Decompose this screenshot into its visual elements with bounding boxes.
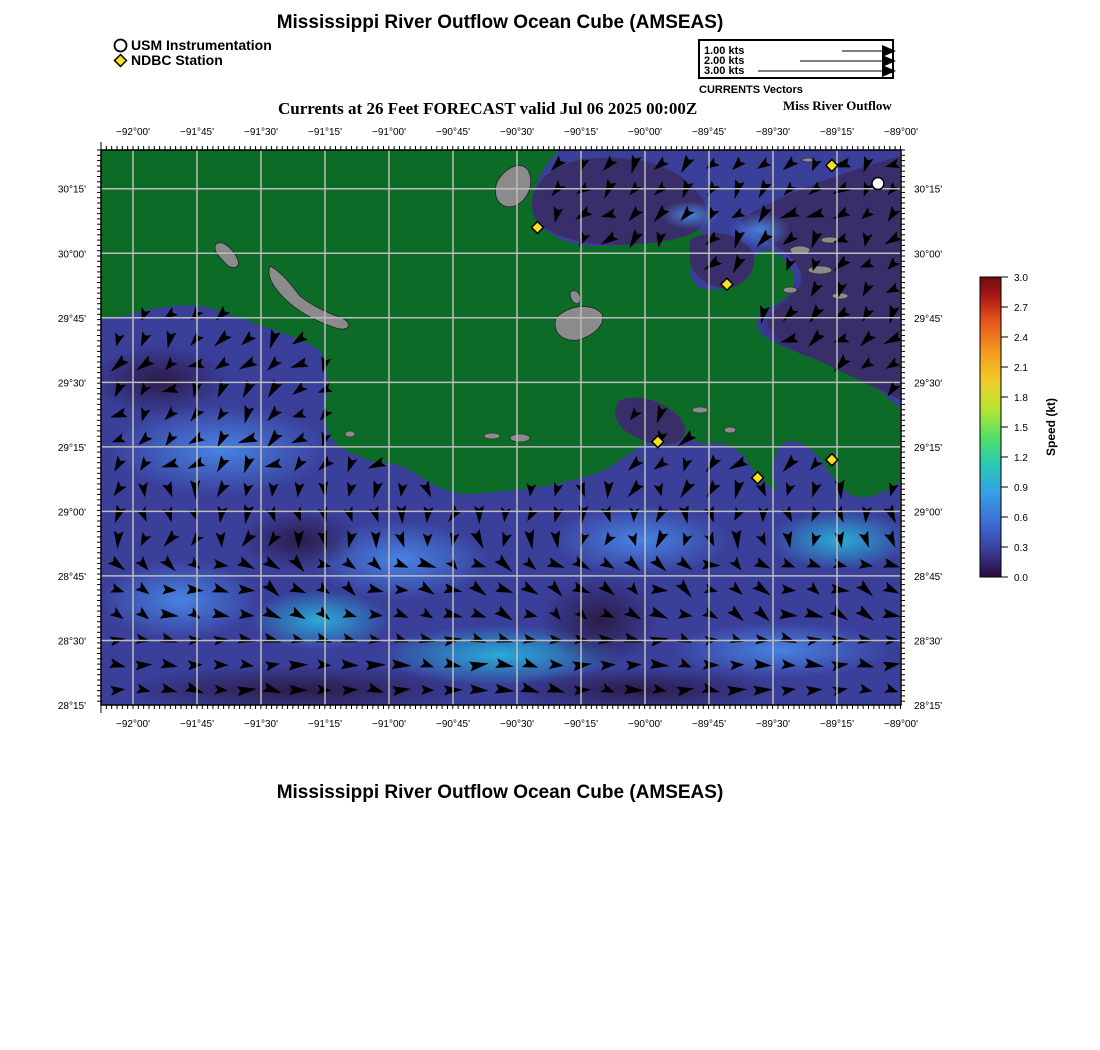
lon-label: −90°15' bbox=[564, 719, 598, 730]
colorbar-tick-label: 0.0 bbox=[1014, 573, 1028, 584]
lat-label: 29°45' bbox=[914, 313, 943, 325]
lat-label: 28°15' bbox=[57, 701, 86, 712]
lat-label: 29°00' bbox=[57, 507, 86, 519]
lon-label: −89°45' bbox=[692, 719, 726, 730]
colorbar-tick-label: 0.9 bbox=[1014, 483, 1028, 494]
lat-label: 29°15' bbox=[914, 442, 943, 454]
lon-label: −91°30' bbox=[244, 719, 278, 730]
colorbar-tick-label: 1.5 bbox=[1014, 423, 1028, 434]
lat-label: 30°00' bbox=[914, 249, 943, 261]
colorbar-ticks bbox=[1001, 273, 1028, 584]
lat-label: 29°30' bbox=[914, 378, 943, 390]
lon-label: −92°00' bbox=[116, 127, 150, 138]
lat-label: 28°45' bbox=[57, 571, 86, 583]
usm-station-marker[interactable] bbox=[872, 178, 884, 190]
lon-label: −91°30' bbox=[244, 127, 278, 138]
lat-label: 30°15' bbox=[57, 184, 86, 196]
lon-labels-top bbox=[116, 127, 918, 138]
colorbar-tick-label: 3.0 bbox=[1014, 273, 1028, 284]
lat-label: 29°30' bbox=[57, 378, 86, 390]
lat-label: 29°00' bbox=[914, 507, 943, 519]
vector-legend-row-3: 3.00 kts bbox=[704, 65, 745, 77]
lon-label: −91°45' bbox=[180, 719, 214, 730]
lat-label: 29°15' bbox=[57, 442, 86, 454]
lon-label: −90°30' bbox=[500, 127, 534, 138]
lon-label: −90°45' bbox=[436, 719, 470, 730]
page-title-repeat: Mississippi River Outflow Ocean Cube (AMSEAS) bbox=[276, 782, 724, 803]
lon-label: −90°00' bbox=[628, 127, 662, 138]
lon-label: −90°30' bbox=[500, 719, 534, 730]
lon-label: −89°00' bbox=[884, 127, 918, 138]
lon-label: −92°00' bbox=[116, 719, 150, 730]
lon-label: −89°15' bbox=[820, 127, 854, 138]
lat-labels-left bbox=[58, 185, 86, 712]
colorbar-tick-label: 2.7 bbox=[1014, 303, 1028, 314]
region-label: Miss River Outflow bbox=[783, 98, 892, 113]
lon-label: −89°15' bbox=[820, 719, 854, 730]
colorbar-tick-label: 2.1 bbox=[1014, 363, 1028, 374]
colorbar-tick-label: 2.4 bbox=[1014, 333, 1028, 344]
lon-label: −89°45' bbox=[692, 127, 726, 138]
lat-labels-right bbox=[914, 185, 942, 712]
lon-labels-bottom bbox=[116, 719, 918, 730]
colorbar-tick-label: 1.2 bbox=[1014, 453, 1028, 464]
vector-legend-row-2: 2.00 kts bbox=[704, 55, 745, 67]
lon-label: −91°15' bbox=[308, 127, 342, 138]
lon-label: −89°30' bbox=[756, 127, 790, 138]
legend-ndbc-label: NDBC Station bbox=[131, 52, 223, 68]
colorbar-tick-label: 0.3 bbox=[1014, 543, 1028, 554]
lon-label: −89°30' bbox=[756, 719, 790, 730]
lon-label: −91°15' bbox=[308, 719, 342, 730]
lat-label: 28°30' bbox=[914, 636, 943, 648]
page-title: Mississippi River Outflow Ocean Cube (AMSEAS) bbox=[276, 12, 724, 33]
lon-label: −91°45' bbox=[180, 127, 214, 138]
colorbar-tick-label: 0.6 bbox=[1014, 513, 1028, 524]
vector-legend-row-1: 1.00 kts bbox=[704, 45, 745, 57]
lon-label: −90°00' bbox=[628, 719, 662, 730]
colorbar-label: Speed (kt) bbox=[1044, 397, 1058, 457]
lon-label: −89°00' bbox=[884, 719, 918, 730]
lat-label: 28°30' bbox=[57, 636, 86, 648]
legend-usm-label: USM Instrumentation bbox=[131, 37, 272, 53]
colorbar-tick-label: 1.8 bbox=[1014, 393, 1028, 404]
map-subtitle: Currents at 26 Feet FORECAST valid Jul 06 2025 00:00Z bbox=[278, 99, 698, 118]
colorbar bbox=[980, 273, 1058, 584]
lat-label: 28°15' bbox=[914, 701, 943, 712]
colorbar-gradient bbox=[980, 277, 1001, 577]
lat-label: 30°00' bbox=[57, 249, 86, 261]
lon-label: −91°00' bbox=[372, 719, 406, 730]
lat-label: 30°15' bbox=[914, 184, 943, 196]
lat-label: 28°45' bbox=[914, 571, 943, 583]
lon-label: −91°00' bbox=[372, 127, 406, 138]
vector-legend-caption: CURRENTS Vectors bbox=[699, 84, 803, 96]
lon-label: −90°15' bbox=[564, 127, 598, 138]
lat-label: 29°45' bbox=[57, 313, 86, 325]
lon-label: −90°45' bbox=[436, 127, 470, 138]
map-body bbox=[90, 150, 910, 715]
